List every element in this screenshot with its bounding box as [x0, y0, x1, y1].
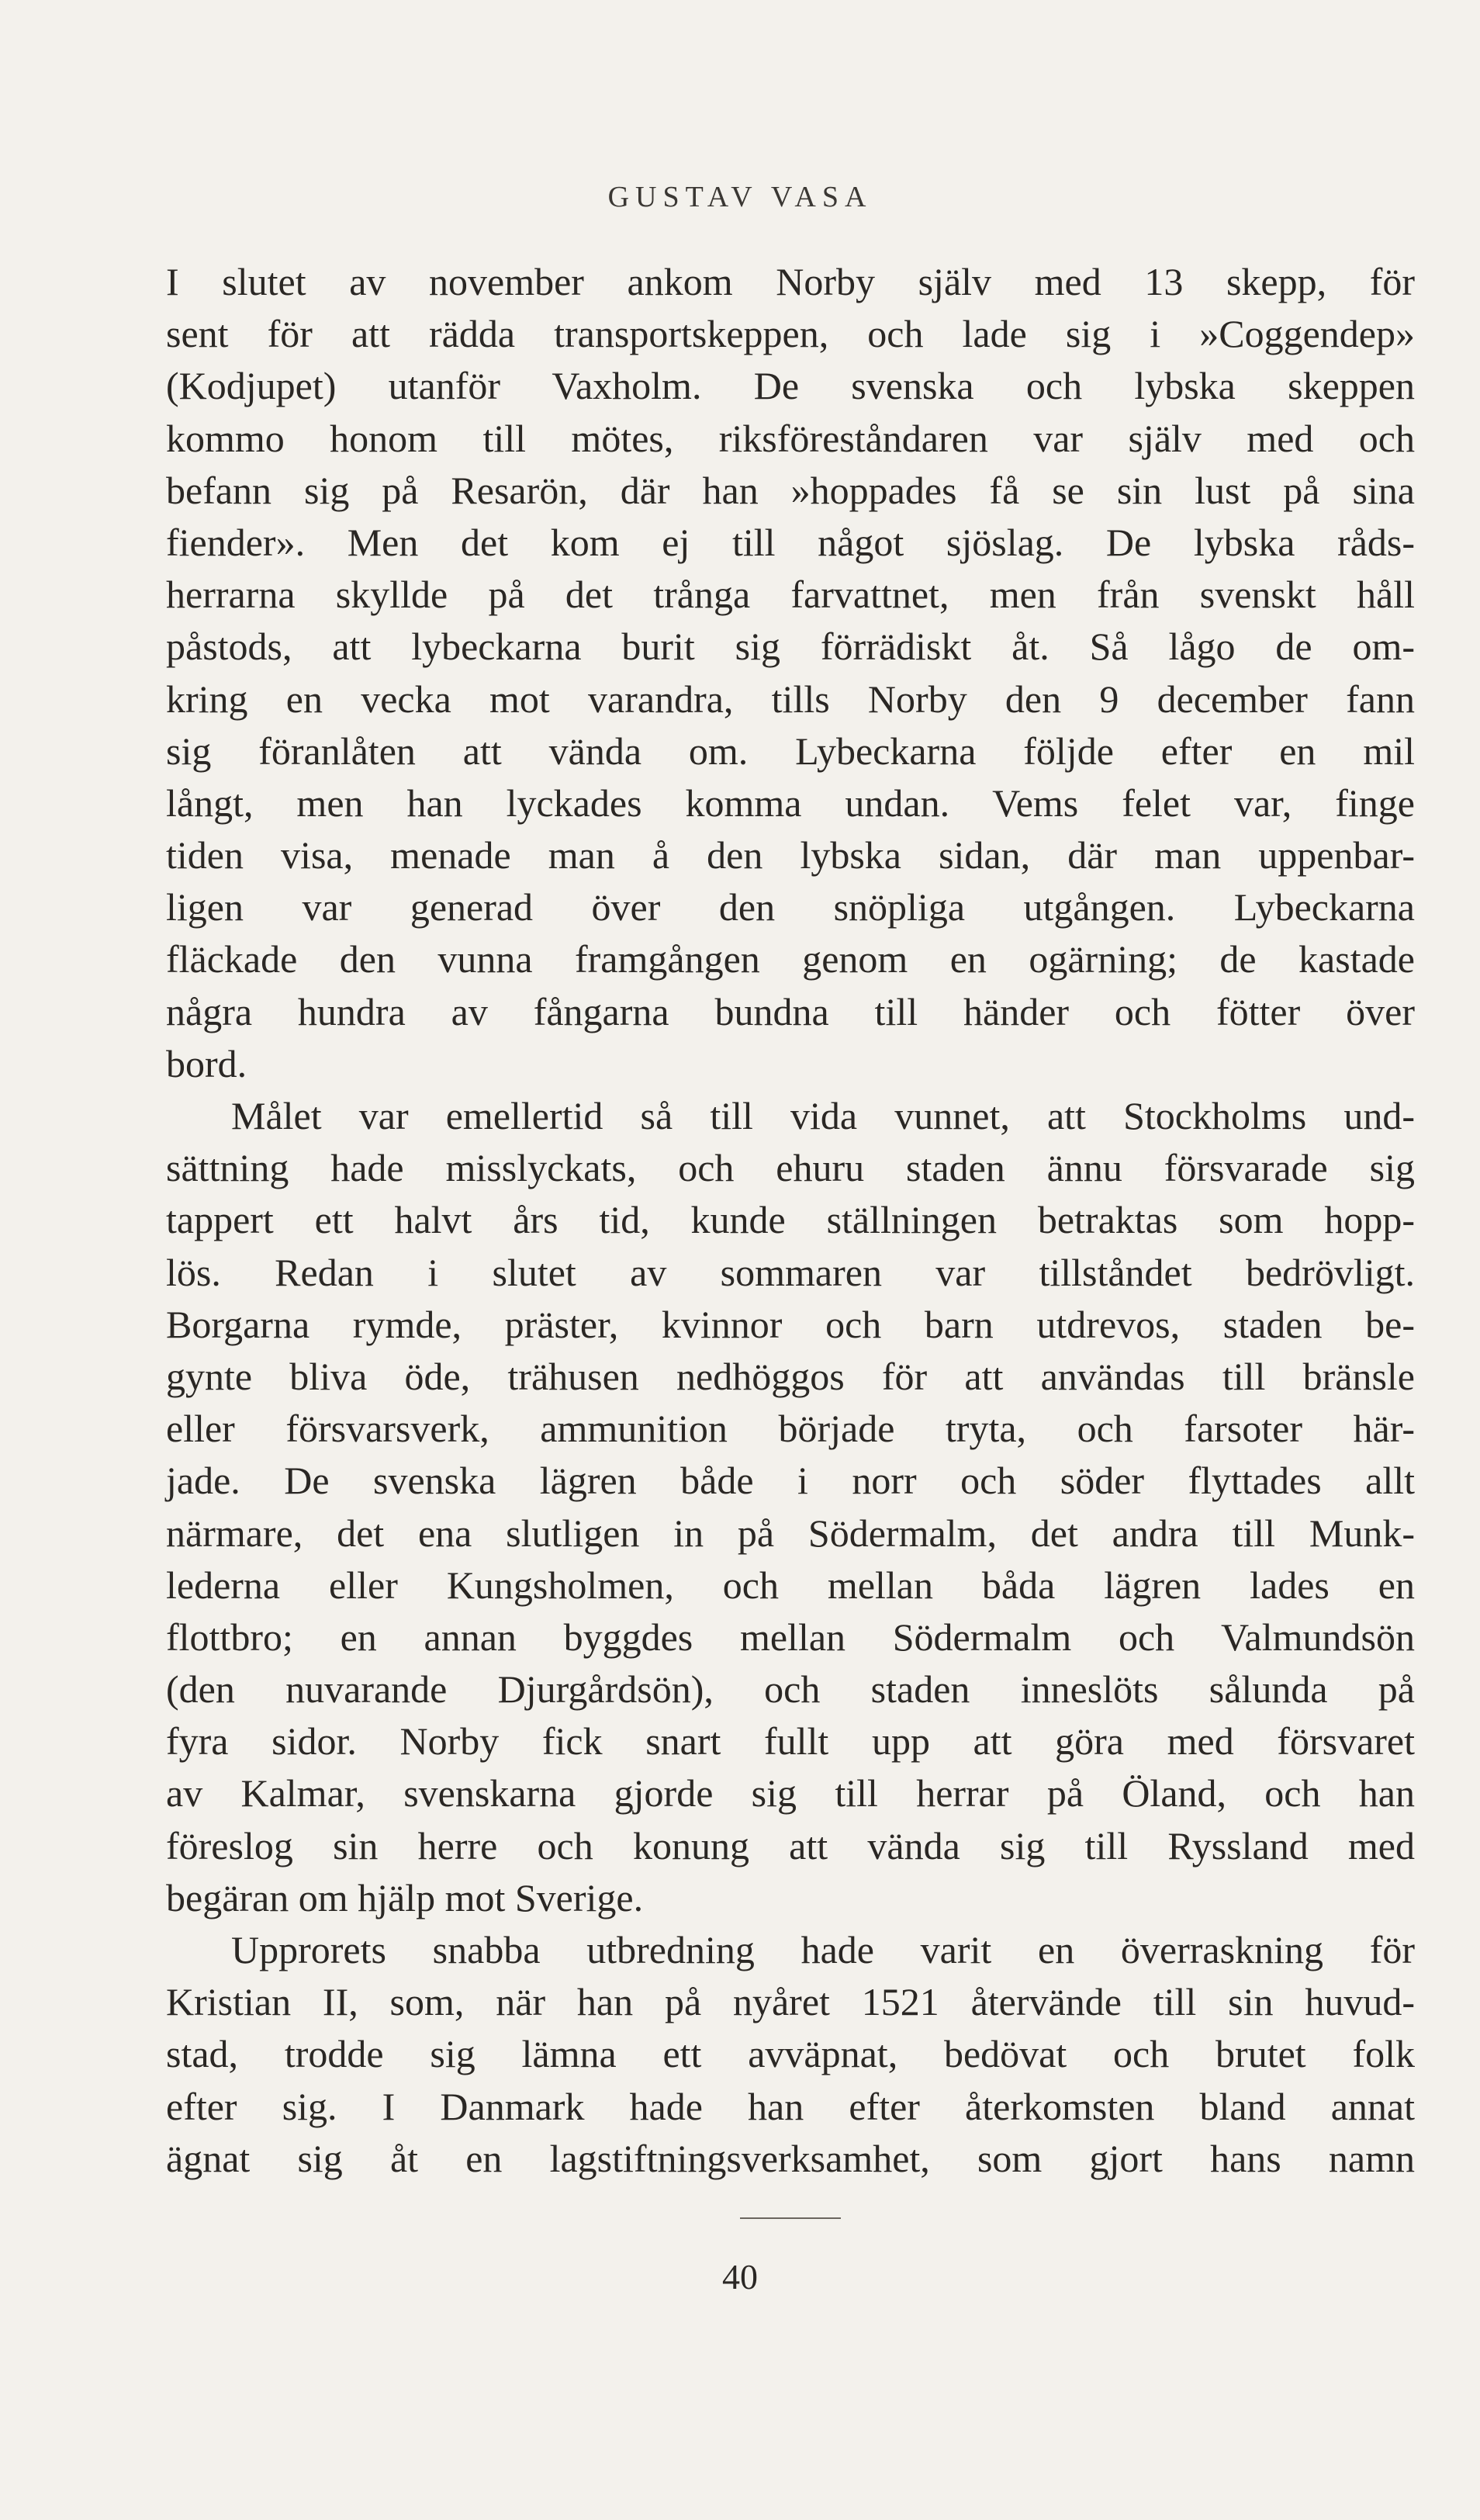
text-line: Målet var emellertid så till vida vunnet, att Stockholms und-	[231, 1094, 1415, 1137]
text-line: begäran om hjälp mot Sverige.	[166, 1875, 644, 1919]
text-line: herrarna skyllde på det trånga farvattnet, men från svenskt håll	[166, 573, 1415, 617]
text-line: kring en vecka mot varandra, tills Norby den 9 december fann	[166, 677, 1415, 721]
text-line: fläckade den vunna framgången genom en ogärning; de kastade	[166, 937, 1415, 981]
text-line: Upprorets snabba utbredning hade varit en överraskning för	[231, 1928, 1415, 1971]
text-line: eller försvarsverk, ammunition började tryta, och farsoter här-	[166, 1407, 1415, 1451]
page-number: 40	[722, 2257, 758, 2297]
text-line: sättning hade misslyckats, och ehuru staden ännu försvarade sig	[166, 1146, 1415, 1190]
text-line: ligen var generad över den snöpliga utgången. Lybeckarna	[166, 885, 1415, 929]
text-line: sent för att rädda transportskeppen, och lade sig i »Coggendep»	[166, 312, 1415, 356]
text-line: (Kodjupet) utanför Vaxholm. De svenska och lybska skeppen	[166, 364, 1415, 408]
text-line: fiender». Men det kom ej till något sjöslag. De lybska råds-	[166, 520, 1415, 564]
text-line: tappert ett halvt års tid, kunde ställningen betraktas som hopp-	[166, 1198, 1415, 1242]
text-line: gynte bliva öde, trähusen nedhöggos för att användas till bränsle	[166, 1354, 1415, 1398]
text-line: Borgarna rymde, präster, kvinnor och barn utdrevos, staden be-	[166, 1302, 1415, 1346]
text-line: (den nuvarande Djurgårdsön), och staden inneslöts sålunda på	[166, 1667, 1415, 1712]
footer-rule	[740, 2217, 841, 2219]
text-line: påstods, att lybeckarna burit sig förrädiskt åt. Så lågo de om-	[166, 625, 1415, 669]
text-line: efter sig. I Danmark hade han efter återkomsten bland annat	[166, 2084, 1415, 2128]
text-line: Kristian II, som, när han på nyåret 1521 återvände till sin huvud-	[166, 1980, 1415, 2024]
text-line: några hundra av fångarna bundna till händer och fötter över	[166, 989, 1415, 1033]
text-line: tiden visa, menade man å den lybska sidan, där man uppenbar-	[166, 833, 1415, 878]
running-header: GUSTAV VASA	[607, 181, 873, 213]
text-line: jade. De svenska lägren både i norr och söder flyttades allt	[166, 1459, 1415, 1503]
text-line: bord.	[166, 1041, 247, 1085]
text-line: fyra sidor. Norby fick snart fullt upp att göra med försvaret	[166, 1719, 1415, 1764]
paragraph-2	[166, 1090, 1415, 1924]
text-line: I slutet av november ankom Norby själv med 13 skepp, för	[166, 260, 1415, 303]
paragraph-1	[166, 256, 1415, 1090]
text-line: stad, trodde sig lämna ett avväpnat, bedövat och brutet folk	[166, 2032, 1415, 2076]
text-line: kommo honom till mötes, riksföreståndaren var själv med och	[166, 416, 1415, 460]
paragraph-3	[166, 1924, 1415, 2185]
text-line: långt, men han lyckades komma undan. Vems felet var, finge	[166, 781, 1415, 825]
text-line: föreslog sin herre och konung att vända sig till Ryssland med	[166, 1823, 1415, 1868]
text-line: lös. Redan i slutet av sommaren var tillståndet bedrövligt.	[166, 1250, 1415, 1294]
text-line: lederna eller Kungsholmen, och mellan båda lägren lades en	[166, 1563, 1415, 1607]
body-text	[166, 256, 1415, 2185]
text-line: befann sig på Resarön, där han »hoppades få se sin lust på sina	[166, 468, 1415, 512]
text-line: närmare, det ena slutligen in på Södermalm, det andra till Munk-	[166, 1511, 1415, 1555]
text-line: ägnat sig åt en lagstiftningsverksamhet, som gjort hans namn	[166, 2136, 1415, 2180]
text-line: av Kalmar, svenskarna gjorde sig till herrar på Öland, och han	[166, 1771, 1415, 1816]
text-line: sig föranlåten att vända om. Lybeckarna följde efter en mil	[166, 729, 1415, 773]
text-line: flottbro; en annan byggdes mellan Södermalm och Valmundsön	[166, 1615, 1415, 1659]
